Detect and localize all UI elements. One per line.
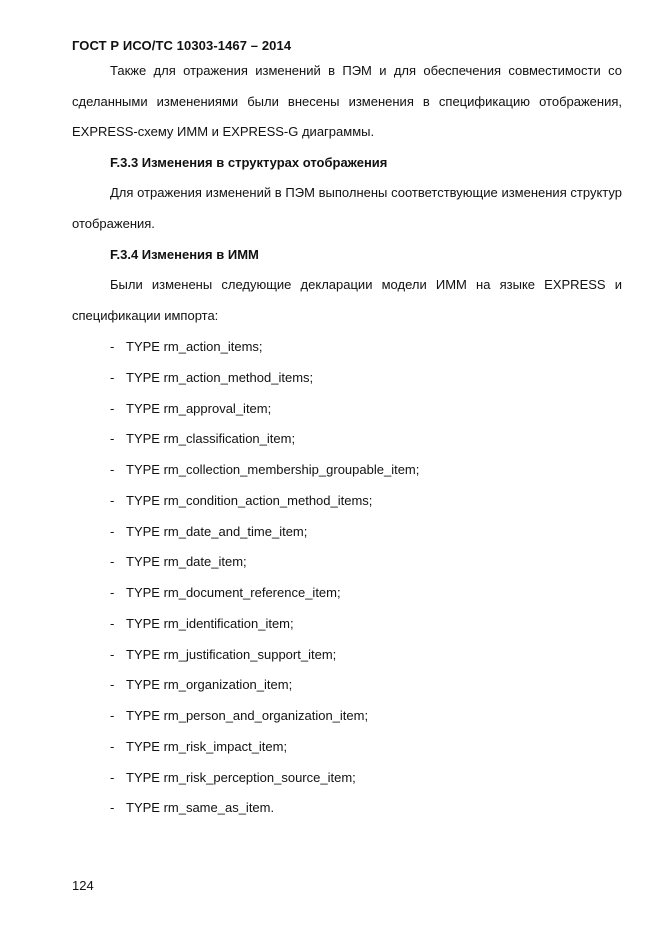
list-item bbox=[72, 616, 622, 647]
list-dash: - bbox=[110, 339, 115, 354]
list-dash: - bbox=[110, 523, 115, 539]
list-item bbox=[72, 770, 622, 801]
list-dash: - bbox=[110, 615, 115, 631]
list-dash: - bbox=[110, 708, 115, 723]
list-item bbox=[72, 677, 622, 708]
list-item-text: TYPE rm_action_method_items; bbox=[126, 369, 314, 385]
paragraph-declarations: Были изменены следующие декларации модели ИММ на языке EXPRESS и спецификации импорта: bbox=[72, 277, 622, 323]
list-dash: - bbox=[110, 738, 115, 754]
list-item-text: TYPE rm_action_items; bbox=[126, 339, 263, 354]
list-dash: - bbox=[110, 462, 115, 477]
section-heading-f34: F.3.4 Изменения в ИММ bbox=[110, 247, 259, 262]
list-dash: - bbox=[110, 400, 115, 416]
list-dash: - bbox=[110, 677, 115, 693]
list-item bbox=[72, 647, 622, 678]
list-item-text: TYPE rm_organization_item; bbox=[126, 677, 293, 693]
list-item-text: TYPE rm_risk_perception_source_item; bbox=[126, 769, 356, 785]
list-item-text: TYPE rm_document_reference_item; bbox=[126, 585, 341, 600]
page-number: 124 bbox=[72, 878, 94, 893]
list-dash: - bbox=[110, 769, 115, 785]
list-item-text: TYPE rm_identification_item; bbox=[126, 615, 294, 631]
list-item-text: TYPE rm_date_and_time_item; bbox=[126, 523, 308, 539]
section-heading-f33: F.3.3 Изменения в структурах отображения bbox=[110, 155, 388, 170]
list-item bbox=[72, 339, 622, 370]
list-item-text: TYPE rm_condition_action_method_items; bbox=[126, 492, 373, 508]
list-item-text: TYPE rm_approval_item; bbox=[126, 400, 272, 416]
list-item-text: TYPE rm_same_as_item. bbox=[126, 800, 275, 816]
list-dash: - bbox=[110, 800, 115, 816]
list-item-text: TYPE rm_person_and_organization_item; bbox=[126, 708, 369, 723]
list-item bbox=[72, 708, 622, 739]
list-dash: - bbox=[110, 492, 115, 508]
list-item-text: TYPE rm_risk_impact_item; bbox=[126, 738, 288, 754]
declarations-list bbox=[72, 339, 622, 831]
document-header: ГОСТ Р ИСО/ТС 10303-1467 – 2014 bbox=[72, 38, 292, 53]
list-item bbox=[72, 462, 622, 493]
list-item bbox=[72, 585, 622, 616]
list-dash: - bbox=[110, 585, 115, 600]
list-item bbox=[72, 800, 622, 831]
list-dash: - bbox=[110, 646, 115, 662]
list-dash: - bbox=[110, 431, 115, 447]
list-item bbox=[72, 370, 622, 401]
list-item-text: TYPE rm_justification_support_item; bbox=[126, 646, 337, 662]
list-item bbox=[72, 524, 622, 555]
list-item-text: TYPE rm_classification_item; bbox=[126, 431, 296, 447]
list-item bbox=[72, 739, 622, 770]
list-dash: - bbox=[110, 369, 115, 385]
list-item bbox=[72, 431, 622, 462]
list-dash: - bbox=[110, 554, 115, 570]
paragraph-compatibility: Также для отражения изменений в ПЭМ и для обеспечения совместимости со сделанными изменениями были внесены изменения в спецификацию отображения, EXPRESS-схему ИММ и EXPRESS-G диаграммы. bbox=[72, 63, 622, 139]
paragraph-mapping-structures: Для отражения изменений в ПЭМ выполнены соответствующие изменения структур отображения. bbox=[72, 185, 622, 231]
list-item bbox=[72, 493, 622, 524]
list-item-text: TYPE rm_collection_membership_groupable_item; bbox=[126, 462, 420, 477]
list-item-text: TYPE rm_date_item; bbox=[126, 554, 247, 570]
list-item bbox=[72, 554, 622, 585]
list-item bbox=[72, 401, 622, 432]
